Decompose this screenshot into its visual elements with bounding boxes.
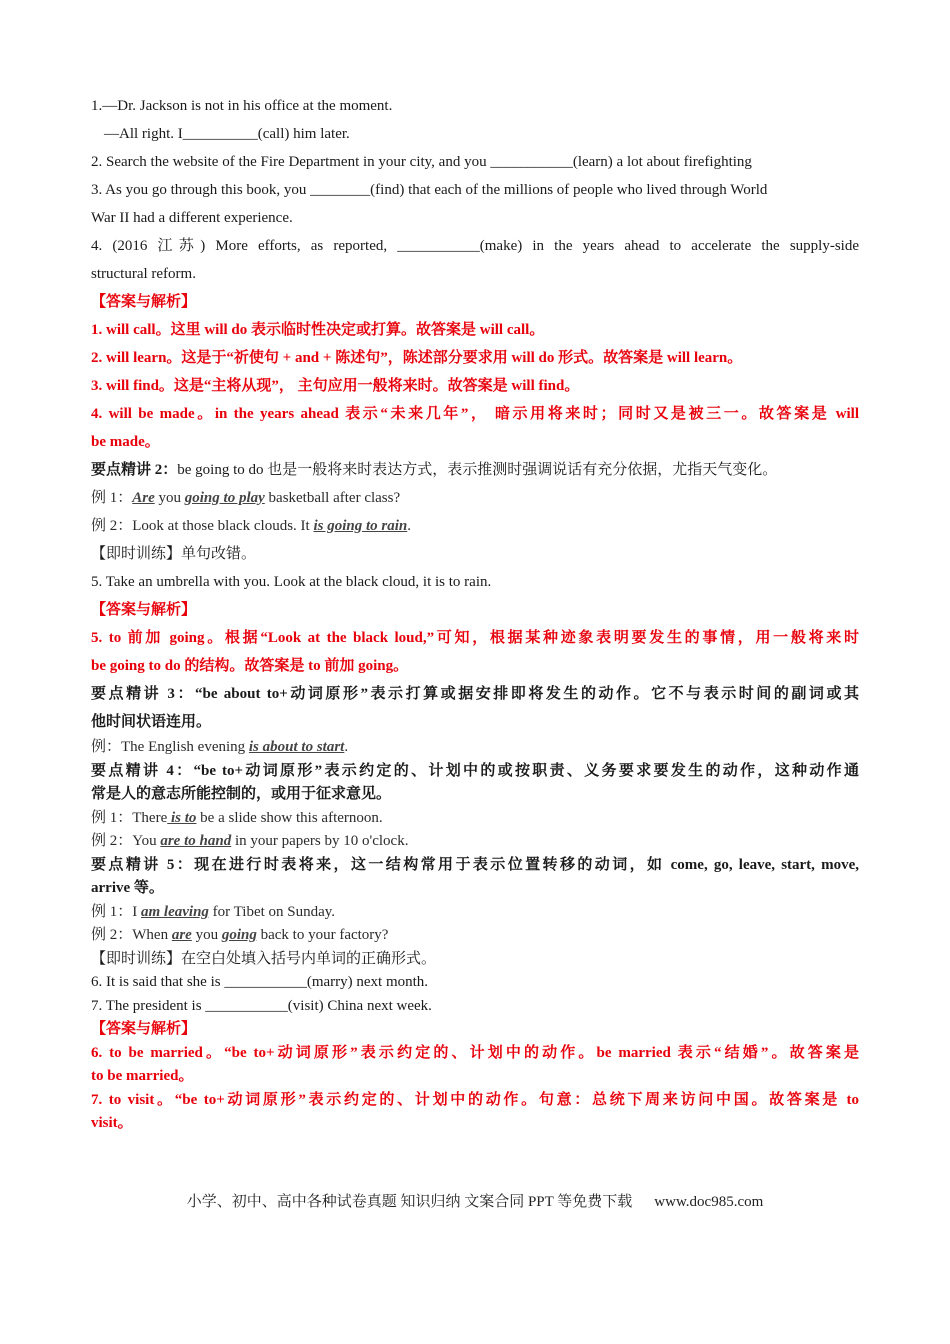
key-point-3-line-2: 他时间状语连用。 — [91, 714, 212, 730]
question-3-line-2: War II had a different experience. — [91, 210, 293, 226]
footer-text: 小学、初中、高中各种试卷真题 知识归纳 文案合同 PPT 等免费下载 — [186, 1194, 633, 1210]
example-text: . — [344, 739, 349, 755]
example-prefix: 例 2：You — [91, 833, 161, 849]
example-text: you — [154, 490, 185, 506]
example-prefix: 例 2：When — [91, 927, 172, 943]
key-point-5-line-2: arrive 等。 — [91, 880, 164, 896]
question-4-line-2: structural reform. — [91, 266, 196, 282]
example-text: in your papers by 10 o'clock. — [231, 833, 409, 849]
key-point-2 — [91, 456, 859, 484]
answer-header: 【答案与解析】 — [91, 602, 197, 618]
answer-4-line-1: 4. will be made。in the years ahead 表示“未来几年”， 暗示用将来时；同时又是被三一。故答案是 will — [91, 406, 859, 422]
example-highlight: am leaving — [141, 903, 209, 920]
question-1-line-1: 1.—Dr. Jackson is not in his office at the moment. — [91, 98, 393, 114]
example-prefix: 例 1：There — [91, 809, 168, 826]
example-highlight: is to — [167, 809, 197, 826]
example-text: back to your factory? — [256, 927, 389, 943]
key-point-4-example-2 — [91, 830, 859, 854]
key-point-4-example-1 — [91, 807, 859, 831]
answer-header: 【答案与解析】 — [91, 1021, 197, 1037]
key-point-2-text: be going to do 也是一般将来时表达方式，表示推测时强调说话有充分依据，尤指天气变化。 — [177, 462, 778, 478]
answer-header: 【答案与解析】 — [91, 294, 197, 310]
page-footer — [0, 1190, 950, 1211]
answer-2: 2. will learn。这是于“祈使句 + and + 陈述句”，陈述部分要求用 will do 形式。故答案是 will learn。 — [91, 350, 743, 366]
key-point-2-example-1 — [91, 484, 859, 512]
example-highlight: going to play — [184, 490, 265, 506]
example-text: you — [191, 927, 222, 943]
key-point-5-example-2 — [91, 924, 859, 948]
question-2: 2. Search the website of the Fire Department in your city, and you ___________(learn) a lot about firefighting — [91, 154, 752, 170]
example-prefix: 例 1：I — [91, 903, 141, 920]
drill-heading-2: 【即时训练】在空白处填入括号内单词的正确形式。 — [91, 950, 437, 967]
document-body — [91, 92, 859, 1136]
example-highlight: are to hand — [160, 833, 232, 849]
question-1-line-2: —All right. I__________(call) him later. — [104, 126, 350, 142]
example-text: be a slide show this afternoon. — [196, 809, 383, 826]
example-prefix: 例：The English evening — [91, 739, 249, 755]
example-highlight: Are — [132, 490, 155, 506]
key-point-5-example-1 — [91, 901, 859, 925]
answer-7-line-2: visit。 — [91, 1115, 133, 1131]
question-4-line-1: 4. (2016 江苏) More efforts, as reported, ___________(make) in the years ahead to accelerate the supply-side — [91, 238, 859, 254]
example-highlight: is going to rain — [313, 518, 408, 534]
footer-website-link[interactable]: www.doc985.com — [654, 1194, 764, 1210]
example-highlight: is about to start — [248, 739, 345, 755]
question-5: 5. Take an umbrella with you. Look at the black cloud, it is to rain. — [91, 574, 492, 590]
key-point-4-line-2: 常是人的意志所能控制的，或用于征求意见。 — [91, 786, 392, 802]
example-highlight: are — [171, 927, 192, 943]
answer-5-line-2: be going to do 的结构。故答案是 to 前加 going。 — [91, 658, 409, 674]
answer-4-line-2: be made。 — [91, 434, 160, 450]
key-point-3-example — [91, 736, 859, 760]
key-point-4-line-1: 要点精讲 4：“be to+动词原形”表示约定的、计划中的或按职责、义务要求要发生的动作，这种动作通 — [91, 762, 859, 779]
key-point-5-line-1: 要点精讲 5：现在进行时表将来，这一结构常用于表示位置转移的动词，如 come, go, leave, start, move, — [91, 856, 859, 873]
answer-3: 3. will find。这是“主将从现”， 主句应用一般将来时。故答案是 will find。 — [91, 378, 580, 394]
example-prefix: 例 2：Look at those black clouds. It — [91, 518, 314, 534]
key-point-2-label: 要点精讲 2： — [91, 462, 178, 478]
question-6: 6. It is said that she is ___________(marry) next month. — [91, 974, 429, 990]
example-text: for Tibet on Sunday. — [208, 903, 336, 920]
question-7: 7. The president is ___________(visit) China next week. — [91, 997, 432, 1014]
key-point-2-example-2 — [91, 512, 859, 540]
example-text: basketball after class? — [264, 490, 401, 506]
key-point-3-line-1: 要点精讲 3：“be about to+动词原形”表示打算或据安排即将发生的动作。它不与表示时间的副词或其 — [91, 686, 859, 702]
answer-1: 1. will call。这里 will do 表示临时性决定或打算。故答案是 will call。 — [91, 322, 545, 338]
answer-6-line-2: to be married。 — [91, 1068, 194, 1084]
example-highlight: going — [221, 927, 257, 943]
example-prefix: 例 1： — [91, 490, 133, 506]
answer-5-line-1: 5. to 前加 going。根据“Look at the black loud,”可知，根据某种迹象表明要发生的事情，用一般将来时 — [91, 630, 859, 646]
answer-7-line-1: 7. to visit。“be to+动词原形”表示约定的、计划中的动作。句意：总统下周来访问中国。故答案是 to — [91, 1091, 859, 1108]
example-text: . — [407, 518, 411, 534]
drill-heading-1: 【即时训练】单句改错。 — [91, 546, 257, 562]
answer-6-line-1: 6. to be married。“be to+动词原形”表示约定的、计划中的动作。be married 表示“结婚”。故答案是 — [91, 1044, 859, 1061]
question-3-line-1: 3. As you go through this book, you ________(find) that each of the millions of people who lived through World — [91, 182, 768, 198]
